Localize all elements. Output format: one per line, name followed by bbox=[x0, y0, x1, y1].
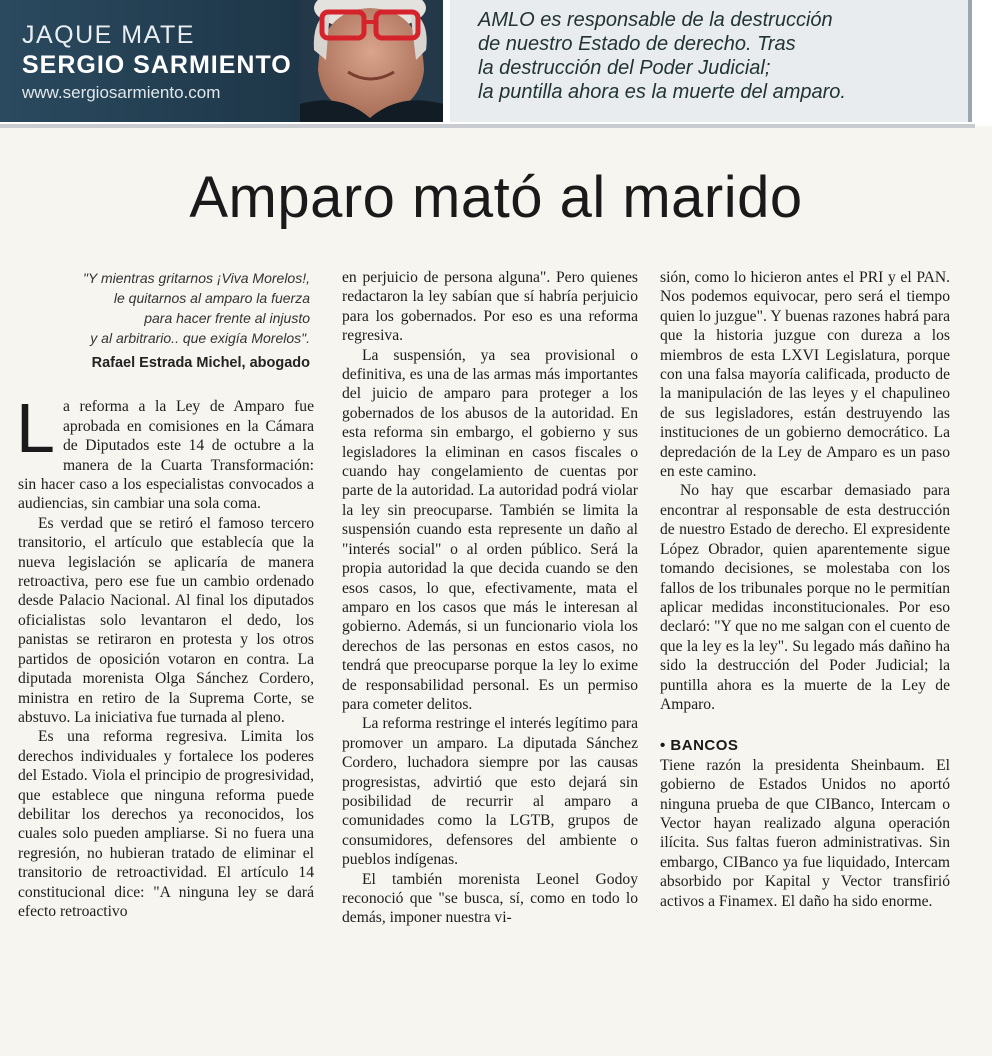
article-column-2 bbox=[342, 268, 638, 928]
section-paragraph: Tiene razón la presidenta Sheinbaum. El gobierno de Estados Unidos no aportó ninguna prueba de que CIBanco, Intercam o Vector hayan realizado alguna operación ilícita. Sus faltas fueron administrativas. Sin embargo, CIBanco ya fue liquidado, Intercam absorbido por Kapital y Vector transfirió activos a Finamex. El daño ha sido enorme. bbox=[660, 756, 950, 910]
body-paragraph: en perjuicio de persona alguna". Pero quienes redactaron la ley sabían que sí habría perjuicio para los gobernados. Por eso es una reforma regresiva. bbox=[342, 269, 638, 345]
section-heading-bancos: • BANCOS bbox=[660, 737, 739, 755]
column-kicker: JAQUE MATE bbox=[22, 21, 195, 49]
body-paragraph: La suspensión, ya sea provisional o definitiva, es una de las armas más importantes del juicio de amparo para proteger a los gobernados de los abusos de la autoridad. En esta reforma sin embargo, el gobierno y sus legisladores la eliminan en casos fiscales o cuando hay congelamiento de cuentas por parte de la autoridad. La autoridad podrá violar la ley sin preocuparse. También se limita la suspensión cuando esta represente un daño al "interés social" o al orden público. Será la propia autoridad la que decida cuando se den esos casos, lo que, efectivamente, mata el amparo en los casos que más le interesan al gobierno. Además, si un funcionario viola los derechos de las personas en estos casos, no tendrá que preocuparse porque la ley lo exime de responsabilidad personal. Es un permiso para cometer delitos. bbox=[342, 346, 638, 713]
brand-text bbox=[22, 20, 292, 106]
body-paragraph: Es una reforma regresiva. Limita los derechos individuales y fortalece los poderes del Estado. Viola el principio de progresividad, que establece que ninguna reforma puede debilitar los derechos ya reconocidos, los cuales solo pueden ampliarse. Si no fuera una regresión, no hubieran tratado de eliminar el transitorio de retroactividad. El artículo 14 constitucional dice: "A ninguna ley se dará efecto retroactivo bbox=[18, 728, 314, 920]
column-banner bbox=[0, 0, 992, 126]
banner-quote bbox=[450, 0, 972, 122]
article-title: Amparo mató al marido bbox=[189, 165, 803, 230]
article-column-3 bbox=[660, 268, 950, 911]
body-paragraph: El también morenista Leonel Godoy reconoció que "se busca, sí, como en todo lo demás, imponer nuestra vi- bbox=[342, 870, 638, 927]
epigraph-line: y al arbitrario.. que exigía Morelos". bbox=[90, 330, 310, 346]
body-paragraph: Es verdad que se retiró el famoso tercero transitorio, el artículo que establecía que la nueva legislación se aplicaría de manera retroactiva, pero ese fue un cambio ordenado desde Palacio Nacional. Al final los diputados oficialistas solo levantaron el dedo, los panistas se retiraron en protesta y los otros partidos de oposición votaron en contra. La diputada morenista Olga Sánchez Cordero, ministra en retiro de la Suprema Corte, se abstuvo. La iniciativa fue turnada al pleno. bbox=[18, 514, 314, 726]
author-website[interactable]: www.sergiosarmiento.com bbox=[22, 83, 221, 102]
lead-paragraph: a reforma a la Ley de Amparo fue aprobada en comisiones en la Cámara de Diputados este 14 de octubre a la manera de la Cuarta Transformación: sin hacer caso a los especialistas convocados a audiencias, sin cambiar una sola coma. bbox=[18, 398, 314, 513]
epigraph bbox=[18, 268, 314, 348]
epigraph-author: Rafael Estrada Michel, abogado bbox=[91, 355, 310, 371]
author-portrait bbox=[300, 0, 443, 122]
quote-line: la puntilla ahora es la muerte del amparo. bbox=[478, 81, 846, 103]
quote-line: AMLO es responsable de la destrucción bbox=[478, 9, 833, 31]
quote-line: la destrucción del Poder Judicial; bbox=[478, 57, 771, 79]
lead-paragraph-block bbox=[16, 389, 314, 513]
body-paragraph: sión, como lo hicieron antes el PRI y el PAN. Nos podemos equivocar, pero será el tiempo quien lo juzgue". Y buenas razones habrá para que la historia juzgue con dureza a los miembros de esta LXVI Legislatura, porque con una falsa mayoría calificada, producto de la manipulación de las leyes y el chapulineo de sus legisladores, están destruyendo las instituciones de un gobierno democrático. La depredación de la Ley de Amparo es un paso en este camino. bbox=[660, 269, 950, 481]
body-paragraph: No hay que escarbar demasiado para encontrar al responsable de esta destrucción de nuestro Estado de derecho. El expresidente López Obrador, quien aparentemente sigue tomando decisiones, se molestaba con los fallos de los tribunales porque no le permitían aplicar medidas inconstitucionales. Por eso declaró: "Y que no me salgan con el cuento de que la ley es la ley". Su legado más dañino ha sido la destrucción del Poder Judicial; la puntilla ahora es la muerte de la Ley de Amparo. bbox=[660, 482, 950, 713]
epigraph-line: para hacer frente al injusto bbox=[144, 310, 310, 326]
drop-cap: L bbox=[16, 389, 55, 468]
article-column-1 bbox=[18, 268, 314, 921]
quote-line: de nuestro Estado de derecho. Tras bbox=[478, 33, 796, 55]
column-brand bbox=[0, 0, 443, 122]
banner-divider bbox=[0, 124, 975, 128]
column-author: SERGIO SARMIENTO bbox=[22, 51, 292, 79]
epigraph-line: le quitarnos al amparo la fuerza bbox=[113, 290, 310, 306]
epigraph-line: "Y mientras gritarnos ¡Viva Morelos!, bbox=[83, 270, 310, 286]
body-paragraph: La reforma restringe el interés legítimo para promover un amparo. La diputada Sánchez Cordero, luchadora siempre por las causas progresistas, advirtió que esto dejará sin posibilidad de recurrir al amparo a comunidades como la LGTB, grupos de consumidores, defensores del ambiente o pueblos indígenas. bbox=[342, 715, 638, 869]
